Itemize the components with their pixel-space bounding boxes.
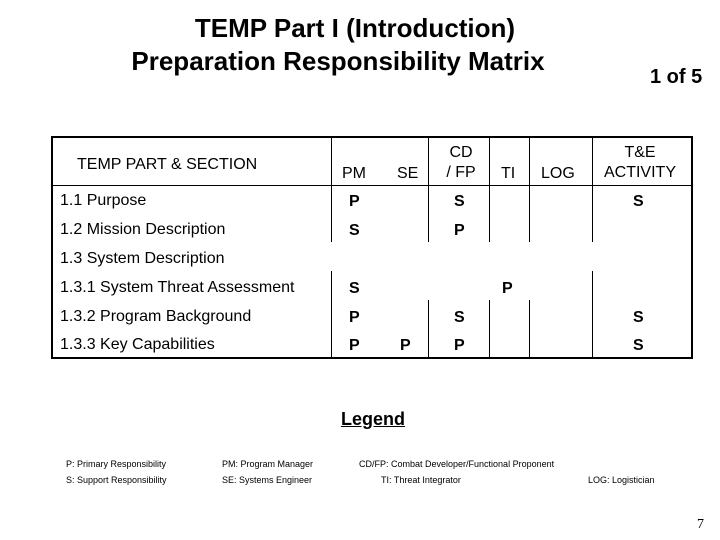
col-divider-cdfp-lower [428, 300, 429, 359]
legend-primary: P: Primary Responsibility [66, 459, 167, 469]
col-divider-cdfp [428, 136, 429, 242]
row-capabilities-se: P [400, 337, 411, 354]
row-capabilities-pm: P [349, 337, 360, 354]
row-capabilities-te: S [633, 337, 644, 354]
header-te-line2: ACTIVITY [603, 164, 676, 181]
col-divider-ti-lower [489, 300, 490, 359]
row-mission-label: 1.2 Mission Description [60, 221, 226, 238]
table-left-border [51, 136, 53, 359]
row-background-label: 1.3.2 Program Background [60, 308, 252, 325]
legend-pm: PM: Program Manager [222, 459, 314, 469]
col-divider-log-lower [529, 300, 530, 359]
header-section: TEMP PART & SECTION [77, 156, 258, 173]
header-se: SE [397, 165, 419, 182]
col-divider-pm [331, 136, 332, 242]
row-mission-cdfp: P [454, 222, 465, 239]
row-capabilities-cdfp: P [454, 337, 465, 354]
legend-log: LOG: Logistician [588, 475, 655, 485]
header-cdfp-line2: / FP [446, 164, 476, 181]
row-background-pm: P [349, 309, 360, 326]
header-te-activity [590, 143, 690, 183]
header-ti: TI [501, 165, 516, 182]
header-cdfp [431, 143, 491, 183]
legend-se: SE: Systems Engineer [222, 475, 313, 485]
row-purpose-pm: P [349, 193, 360, 210]
legend-ti: TI: Threat Integrator [381, 475, 461, 485]
row-threat-label: 1.3.1 System Threat Assessment [60, 279, 295, 296]
col-divider-log [529, 136, 530, 242]
page-number: 7 [697, 517, 704, 532]
row-threat-pm: S [349, 280, 360, 297]
row-purpose-cdfp: S [454, 193, 465, 210]
row-threat-ti: P [502, 280, 513, 297]
page-indicator: 1 of 5 [650, 66, 703, 88]
col-divider-pm-lower [331, 271, 332, 359]
row-purpose-label: 1.1 Purpose [60, 192, 147, 209]
title-line-1: TEMP Part I (Introduction) [194, 13, 516, 43]
legend-support: S: Support Responsibility [66, 475, 167, 485]
legend-cdfp: CD/FP: Combat Developer/Functional Proponent [359, 459, 555, 469]
header-divider [51, 185, 693, 186]
table-bottom-border [51, 357, 693, 359]
legend-title: Legend [341, 409, 406, 429]
row-mission-pm: S [349, 222, 360, 239]
table-right-border [691, 136, 693, 359]
row-background-cdfp: S [454, 309, 465, 326]
row-system-description-label: 1.3 System Description [60, 250, 225, 267]
row-purpose-te: S [633, 193, 644, 210]
header-cdfp-line1: CD [449, 144, 473, 161]
row-capabilities-label: 1.3.3 Key Capabilities [60, 336, 215, 353]
slide-title [0, 12, 720, 78]
table-top-border [51, 136, 693, 138]
header-pm: PM [342, 165, 366, 182]
header-te-line1: T&E [624, 144, 656, 161]
col-divider-te-lower [592, 271, 593, 359]
row-background-te: S [633, 309, 644, 326]
title-line-2: Preparation Responsibility Matrix [131, 46, 545, 76]
header-log: LOG [541, 165, 575, 182]
